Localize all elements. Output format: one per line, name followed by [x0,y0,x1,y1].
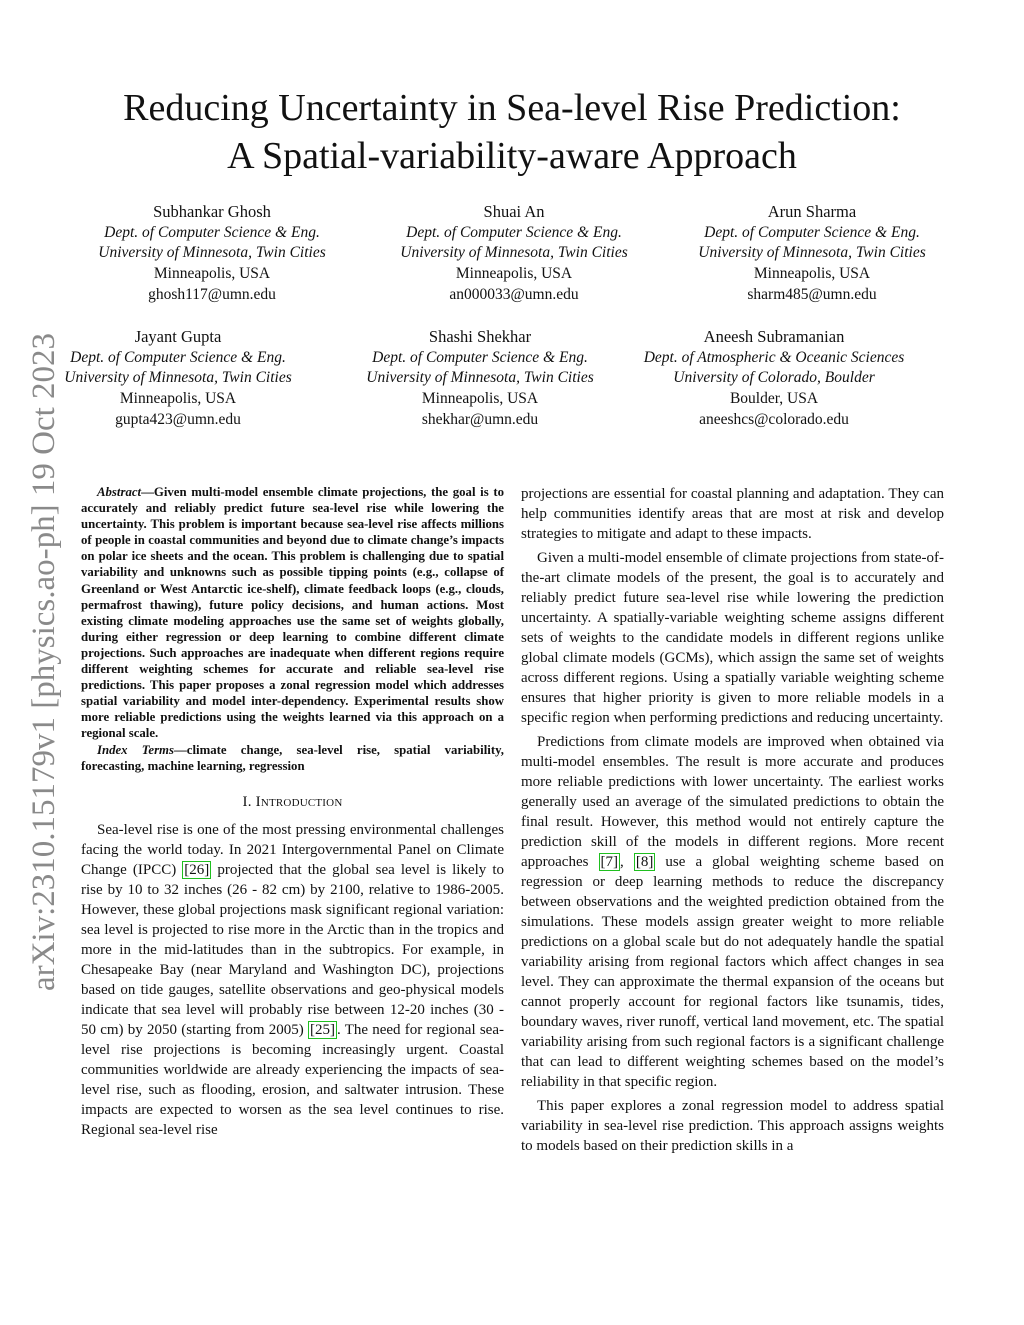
author-dept: Dept. of Computer Science & Eng. [372,348,588,366]
author-name: Subhankar Ghosh [153,202,271,221]
intro-text: . The need for regional sea-level rise projections is becoming increasingly urgent. Coastal communities worldwide are already experiencing the impacts of sea-level rise, such as flooding, erosion, and saltwater intrusion. These impacts are expected to worsen as the sea level continues to rise. Regional sea-level rise [81,1021,504,1138]
author-university: University of Minnesota, Twin Cities [98,244,326,262]
author-block [364,202,664,306]
paper-title [60,84,964,180]
author-dept: Dept. of Computer Science & Eng. [406,223,622,241]
citation-link[interactable]: [25] [310,1021,335,1038]
author-block [28,327,328,431]
author-location: Minneapolis, USA [153,265,271,283]
section-title: Introduction [255,793,343,810]
body-text: Predictions from climate models are improved when obtained via multi-model ensembles. The result is more accurate and produces more reliable predictions with lower uncertainty. The earliest works generally used an average of the simulated predictions to obtain the final result. However, this method would not entirely capture the prediction skill of the models in different regions. More recent approaches [521,734,944,870]
index-terms-label: Index Terms [97,742,174,757]
intro-text: projected that the global sea level is likely to rise by 10 to 32 inches (26 - 82 cm) by 2100, relative to 1986-2005. However, these global projections mask significant regional variation: sea level is projected to rise more in the Arctic than in the tropics and more in the mid-latitudes than in the subtropics. For example, in Chesapeake Bay (near Maryland and Washington DC), projections based on tide gauges, satellite observations and geo-physical models indicate that sea level will probably rise between 12-20 inches (30 - 50 cm) by 2050 (starting from 2005) [81,861,504,1038]
citation-link[interactable]: [7] [600,854,619,870]
right-column [521,484,944,1160]
author-university: University of Minnesota, Twin Cities [366,369,594,387]
author-email[interactable]: aneeshcs@colorado.edu [699,410,849,428]
author-university: University of Minnesota, Twin Cities [400,244,628,262]
author-university: University of Colorado, Boulder [673,369,875,387]
author-location: Boulder, USA [729,390,819,408]
author-dept: Dept. of Computer Science & Eng. [704,223,920,241]
left-column [81,484,504,1144]
author-email[interactable]: an000033@umn.edu [449,285,579,303]
author-email[interactable]: shekhar@umn.edu [421,410,539,428]
intro-text: Sea-level rise is one of the most pressing environmental challenges facing the world today. In 2021 Intergovernmental Panel on Climate Change (IPCC) [81,821,504,878]
body-paragraph: Given a multi-model ensemble of climate projections from state-of-the-art climate models of the present, the goal is to accurately and reliably predict future sea-level rise while lowering the prediction uncertainty. A spatially-variable weighting scheme assigns different sets of weights to the candidate models in different regions unlike global climate models (GCMs), which assign the same set of weights across different regions. Using a spatially variable weighting scheme ensures that higher priority is given to more reliable models in a specific region when performing predictions and reducing uncertainty. [521,550,944,726]
body-text: use a global weighting scheme based on regression or deep learning methods to reduce the discrepancy between observations and the weighted prediction obtained from the simulations. These models assign greater weight to more reliable predictions on a global scale but do not adequately handle the spatial variability arising from regional factors which affect changes in sea level. They can approximate the thermal expansion of the oceans but cannot properly account for regional factors like tsunamis, tides, boundary waves, river runoff, vertical land movement, etc. The spatial variability arising from such regional factors is a significant challenge that can lead to different weighting schemes based on the model’s reliability in that specific region. [521,854,945,1090]
author-name: Shashi Shekhar [428,327,532,346]
author-dept: Dept. of Atmospheric & Oceanic Sciences [643,348,905,366]
author-name: Aneesh Subramanian [703,327,845,346]
author-block [662,202,962,306]
author-name: Arun Sharma [767,202,857,221]
author-location: Minneapolis, USA [753,265,871,283]
author-name: Jayant Gupta [134,327,222,346]
author-dept: Dept. of Computer Science & Eng. [104,223,320,241]
intro-paragraph [81,820,504,1140]
body-paragraph [521,732,944,1092]
body-paragraph: This paper explores a zonal regression model to address spatial variability in sea-level rise prediction. This approach assigns weights to models based on their prediction skills in a [521,1098,944,1154]
author-location: Minneapolis, USA [119,390,237,408]
author-university: University of Minnesota, Twin Cities [64,369,292,387]
citation-link[interactable]: [26] [184,861,210,878]
citation-link[interactable]: [8] [635,854,654,870]
author-email[interactable]: ghosh117@umn.edu [148,285,276,303]
arxiv-stamp: arXiv:2310.15179v1 [physics.ao-ph] 19 Oct 2023 [26,332,62,992]
title-line-2: A Spatial-variability-aware Approach [227,135,797,177]
author-block [62,202,362,306]
author-block [624,327,924,431]
author-block [330,327,630,431]
index-terms: —climate change, sea-level rise, spatial variability, forecasting, machine learning, regression [81,742,504,773]
intro-body [81,820,504,1140]
author-location: Minneapolis, USA [455,265,573,283]
section-number: I. [242,793,252,810]
abstract [81,484,504,774]
author-dept: Dept. of Computer Science & Eng. [70,348,286,366]
author-email[interactable]: gupta423@umn.edu [115,410,241,428]
abstract-label: Abstract [97,485,142,499]
abstract-text: —Given multi-model ensemble climate projections, the goal is to accurately and reliably predict future sea-level rise while lowering the uncertainty. This problem is important because sea-level rise affects millions of people in coastal communities and beyond due to climate change’s impacts on polar ice sheets and the ocean. This problem is challenging due to spatial variability and unknowns such as possible tipping points (e.g., collapse of Greenland or West Antarctic ice-shelf), climate feedback loops (e.g., clouds, permafrost thawing), future policy decisions, and human actions. Most existing climate modeling approaches use the same set of weights globally, during either regression or deep learning to combine different climate projections. Such approaches are inadequate when different regions require different weighting schemes for accurate and reliable sea-level rise predictions. This paper proposes a zonal regression model which addresses spatial variability and model inter-dependency. Experimental results show more reliable predictions using the weights learned via this approach on a regional scale. [81,485,504,741]
author-university: University of Minnesota, Twin Cities [698,244,926,262]
section-heading [81,792,504,812]
author-location: Minneapolis, USA [421,390,539,408]
author-name: Shuai An [483,202,545,221]
body-paragraph: projections are essential for coastal planning and adaptation. They can help communities identify areas that are most at risk and develop strategies to mitigate and adapt to these impacts. [521,486,944,542]
author-email[interactable]: sharm485@umn.edu [747,285,877,303]
citation-separator: , [620,854,634,870]
title-line-1: Reducing Uncertainty in Sea-level Rise Prediction: [123,87,901,129]
